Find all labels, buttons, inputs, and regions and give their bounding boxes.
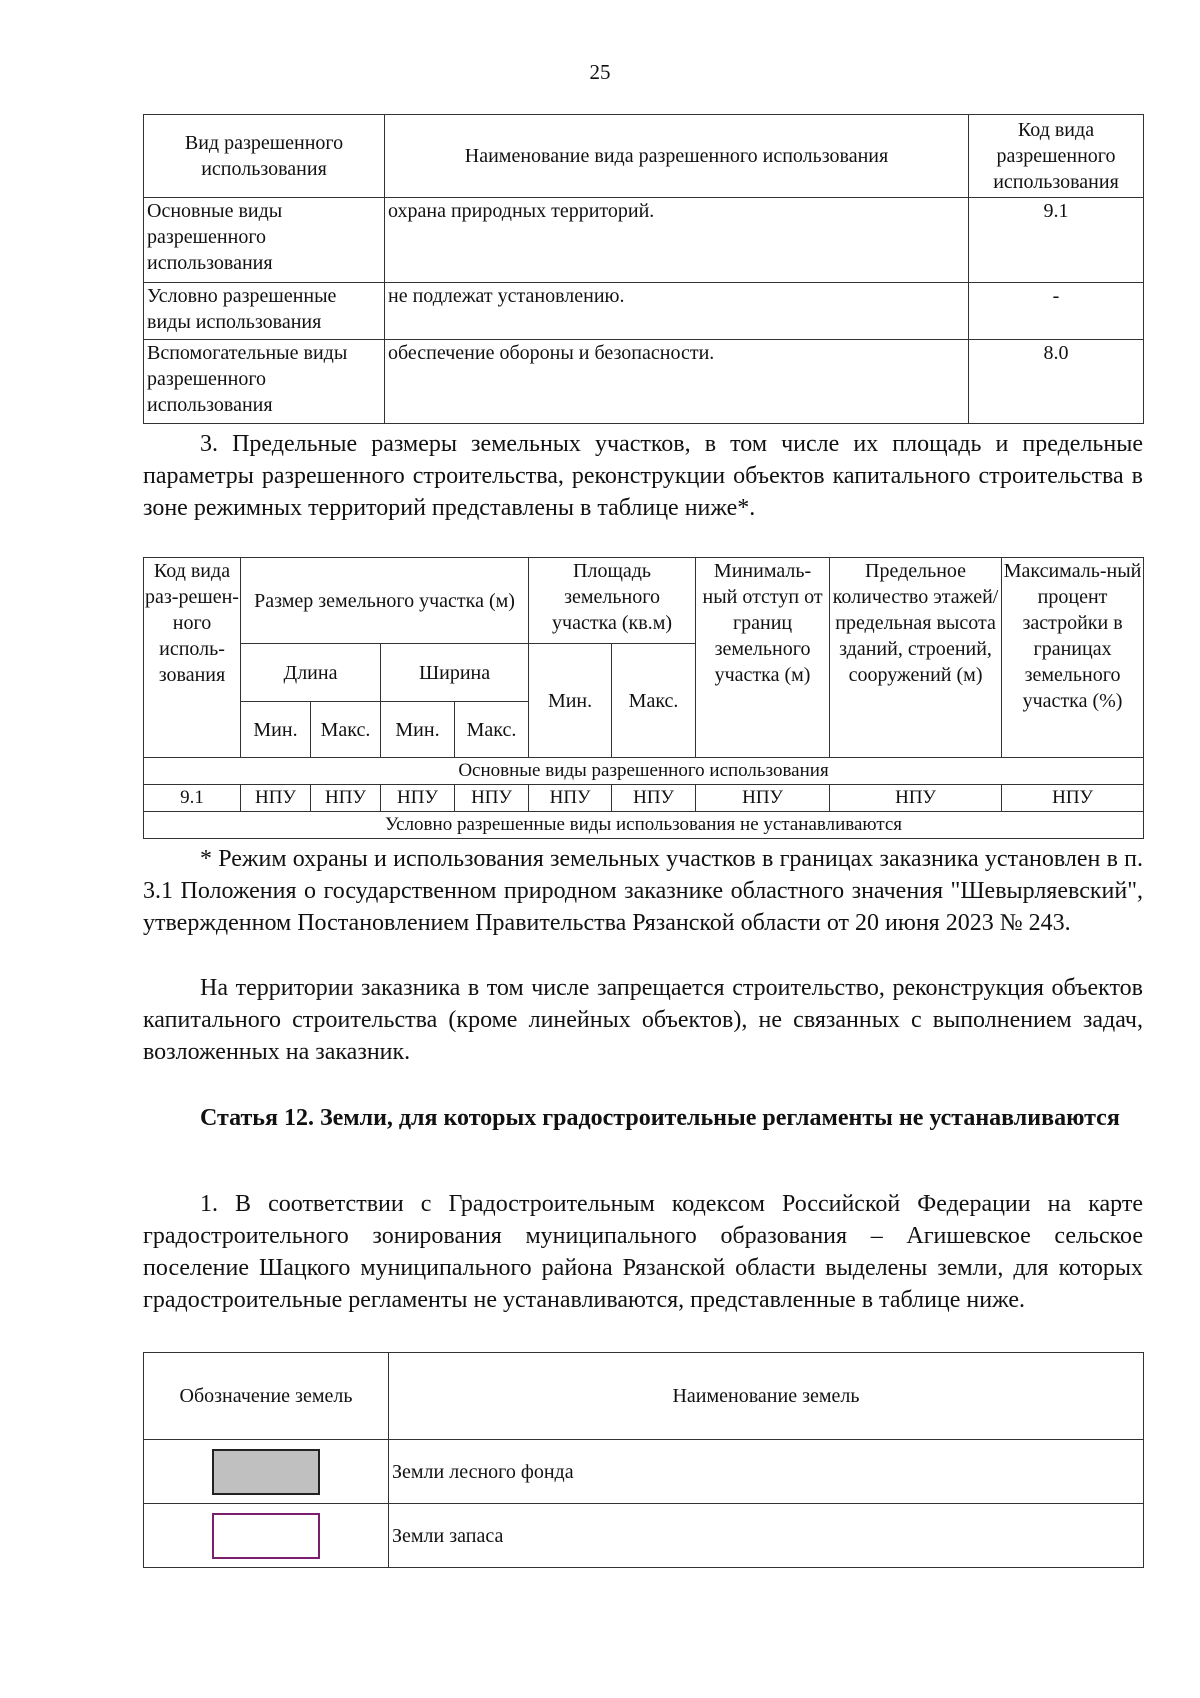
parameters-table [143, 557, 1144, 839]
section-conditional-label: Условно разрешенные виды использования не устанавливаются [144, 812, 1144, 839]
use-code: 9.1 [969, 198, 1144, 283]
section-main-label: Основные виды разрешенного использования [144, 758, 1144, 785]
table-row [144, 283, 1144, 340]
cell-value: НПУ [529, 785, 612, 812]
cell-value: НПУ [455, 785, 529, 812]
table-row [144, 1440, 1144, 1504]
header-cell: Код вида разрешенного использования [969, 115, 1144, 198]
cell-value: НПУ [311, 785, 381, 812]
article-title: Статья 12. Земли, для которых градостроительные регламенты не устанавливаются [200, 1105, 1120, 1131]
paragraph-3: 3. Предельные размеры земельных участков, в том числе их площадь и предельные параметры разрешенного строительства, реконструкции объектов капитального строительства в зоне режимных территорий представлены в таблице ниже*. [143, 431, 1143, 521]
header-length: Длина [241, 644, 381, 702]
table-header-row [144, 115, 1144, 198]
reserve-land-swatch [212, 1513, 320, 1559]
table-row [144, 198, 1144, 283]
paragraph-1: 1. В соответствии с Градостроительным кодексом Российской Федерации на карте градостроительного зонирования муниципального образования – Агишевское сельское поселение Шацкого муниципального района Рязанской области выделены земли, для которых градостроительные регламенты не устанавливаются, представленные в таблице ниже. [143, 1191, 1143, 1313]
use-kind: Вспомогательные виды разрешенного использования [144, 340, 385, 424]
header-width-max: Макс. [455, 702, 529, 758]
section-row [144, 758, 1144, 785]
cell-value: НПУ [612, 785, 696, 812]
header-code: Код вида раз-решен-ного исполь-зования [144, 558, 241, 758]
header-width: Ширина [381, 644, 529, 702]
use-name: охрана природных территорий. [385, 198, 969, 283]
header-area: Площадь земельного участка (кв.м) [529, 558, 696, 644]
header-symbol: Обозначение земель [144, 1353, 389, 1440]
header-floors: Предельное количество этажей/ предельная высота зданий, строений, сооружений (м) [830, 558, 1002, 758]
note-2: На территории заказника в том числе запрещается строительство, реконструкция объектов капитального строительства (кроме линейных объектов), не связанных с выполнением задач, возложенных на заказник. [143, 975, 1143, 1065]
header-width-min: Мин. [381, 702, 455, 758]
use-code: - [969, 283, 1144, 340]
table-header-row [144, 1353, 1144, 1440]
header-setback: Минималь-ный отступ от границ земельного участка (м) [696, 558, 830, 758]
land-name: Земли лесного фонда [389, 1440, 1144, 1504]
use-kind: Условно разрешенные виды использования [144, 283, 385, 340]
forest-land-swatch [212, 1449, 320, 1495]
page-number: 25 [589, 60, 611, 84]
lands-table [143, 1352, 1144, 1568]
use-kind: Основные виды разрешенного использования [144, 198, 385, 283]
symbol-cell [144, 1504, 389, 1568]
header-cell: Вид разрешенного использования [144, 115, 385, 198]
header-length-min: Мин. [241, 702, 311, 758]
header-size: Размер земельного участка (м) [241, 558, 529, 644]
use-code: 8.0 [969, 340, 1144, 424]
use-name: обеспечение обороны и безопасности. [385, 340, 969, 424]
header-area-max: Макс. [612, 644, 696, 758]
symbol-cell [144, 1440, 389, 1504]
use-name: не подлежат установлению. [385, 283, 969, 340]
land-name: Земли запаса [389, 1504, 1144, 1568]
table-row [144, 340, 1144, 424]
table-row [144, 785, 1144, 812]
cell-value: НПУ [830, 785, 1002, 812]
header-length-max: Макс. [311, 702, 381, 758]
cell-value: НПУ [381, 785, 455, 812]
section-row [144, 812, 1144, 839]
note-1: * Режим охраны и использования земельных участков в границах заказника установлен в п. 3.1 Положения о государственном природном заказнике областного значения "Шевырляевский", утвержденном Постановлением Правительства Рязанской области от 20 июня 2023 № 243. [143, 846, 1143, 936]
cell-value: НПУ [1002, 785, 1144, 812]
header-name: Наименование земель [389, 1353, 1144, 1440]
header-percent: Максималь-ный процент застройки в границах земельного участка (%) [1002, 558, 1144, 758]
header-area-min: Мин. [529, 644, 612, 758]
cell-value: НПУ [241, 785, 311, 812]
cell-code: 9.1 [144, 785, 241, 812]
cell-value: НПУ [696, 785, 830, 812]
table-row [144, 1504, 1144, 1568]
header-cell: Наименование вида разрешенного использования [385, 115, 969, 198]
permitted-use-table [143, 114, 1144, 424]
